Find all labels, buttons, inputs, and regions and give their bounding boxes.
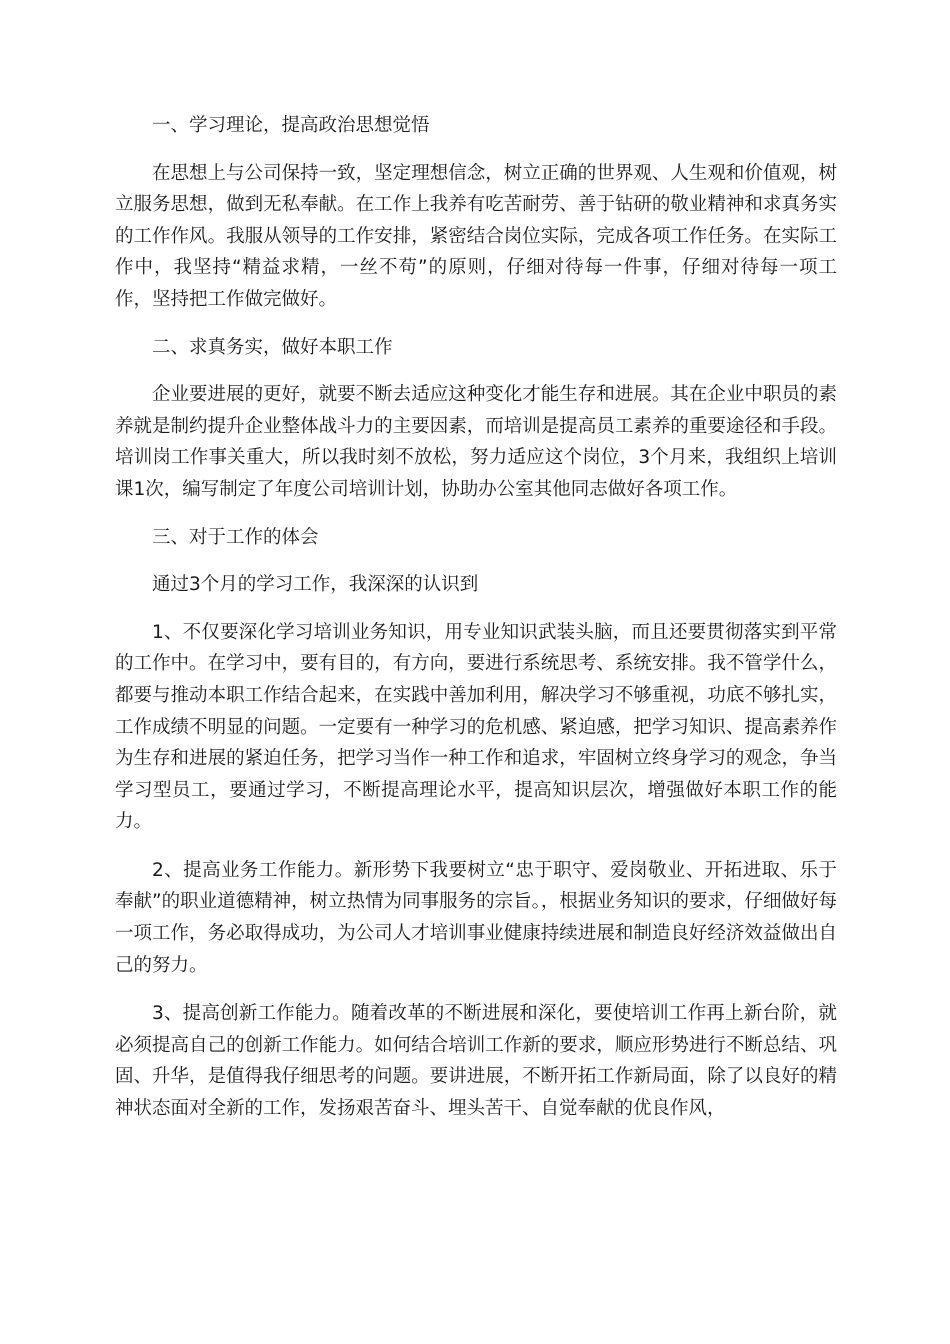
section-heading-3: 三、对于工作的体会: [152, 526, 319, 548]
paragraph-1: 在思想上与公司保持一致，坚定理想信念，树立正确的世界观、人生观和价值观，树立服务思想，做到无私奉献。在工作上我养有吃苦耐劳、善于钻研的敬业精神和求真务实的工作作风。我服从领导的工作安排，紧密结合岗位实际，完成各项工作任务。在实际工作中，我坚持“精益求精，一丝不苟”的原则，仔细对待每一件事，仔细对待每一项工作，坚持把工作做完做好。: [115, 162, 837, 310]
section-intro-3: 通过3个月的学习工作，我深深的认识到: [152, 574, 479, 596]
section-heading-2: 二、求真务实，做好本职工作: [152, 336, 393, 358]
point-2-paragraph: 2、提高业务工作能力。新形势下我要树立“忠于职守、爱岗敬业、开拓进取、乐于奉献”的职业道德精神，树立热情为同事服务的宗旨。，根据业务知识的要求，仔细做好每一项工作，务必取得成功，为公司人才培训事业健康持续进展和制造良好经济效益做出自己的努力。: [115, 859, 837, 976]
point-1-paragraph: 1、不仅要深化学习培训业务知识，用专业知识武装头脑，而且还要贯彻落实到平常的工作中。在学习中，要有目的，有方向，要进行系统思考、系统安排。我不管学什么，都要与推动本职工作结合起来，在实践中善加利用，解决学习不够重视，功底不够扎实，工作成绩不明显的问题。一定要有一种学习的危机感、紧迫感，把学习知识、提高素养作为生存和进展的紧迫任务，把学习当作一种工作和追求，牢固树立终身学习的观念，争当学习型员工，要通过学习，不断提高理论水平，提高知识层次，增强做好本职工作的能力。: [115, 621, 837, 833]
point-3-paragraph: 3、提高创新工作能力。随着改革的不断进展和深化，要使培训工作再上新台阶，就必须提高自己的创新工作能力。如何结合培训工作新的要求，顺应形势进行不断总结、巩固、升华，是值得我仔细思考的问题。要讲进展，不断开拓工作新局面，除了以良好的精神状态面对全新的工作，发扬艰苦奋斗、埋头苦干、自觉奉献的优良作风，: [115, 1003, 837, 1120]
document-page: [115, 110, 837, 1125]
paragraph-2: 企业要进展的更好，就要不断去适应这种变化才能生存和进展。其在企业中职员的素养就是制约提升企业整体战斗力的主要因素，而培训是提高员工素养的重要途径和手段。培训岗工作事关重大，所以我时刻不放松，努力适应这个岗位，3个月来，我组织上培训课1次，编写制定了年度公司培训计划，协助办公室其他同志做好各项工作。: [115, 384, 837, 500]
section-heading-1: 一、学习理论，提高政治思想觉悟: [152, 115, 430, 136]
